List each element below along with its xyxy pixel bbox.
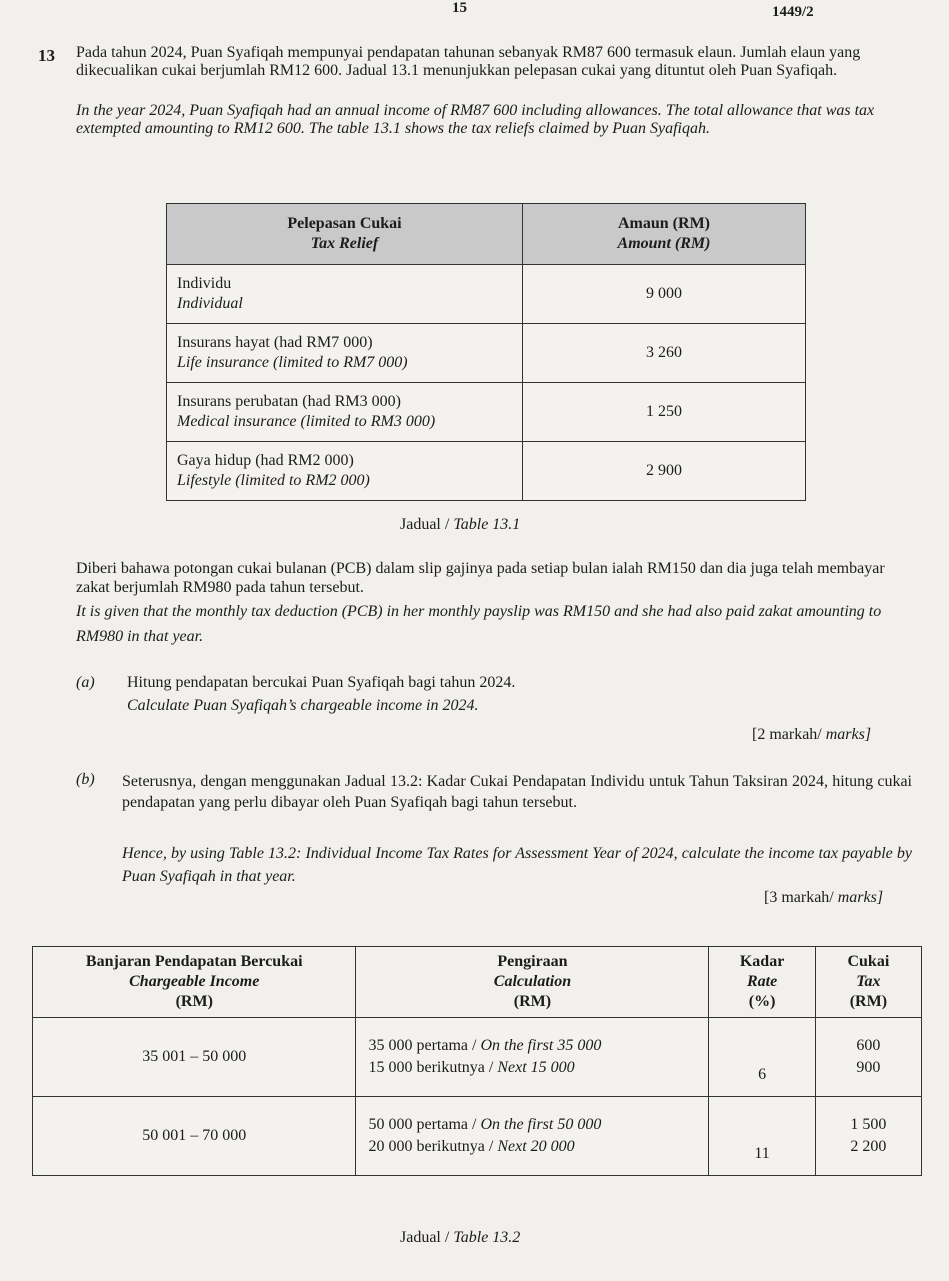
table-row <box>167 324 806 383</box>
relief-header-malay: Pelepasan Cukai <box>287 215 402 232</box>
table-row <box>167 383 806 442</box>
paper-code: 1449/2 <box>772 4 814 20</box>
given-text-malay: Diberi bahawa potongan cukai bulanan (PCB) dalam slip gajinya pada setiap bulan ialah RM150 dan dia juga telah membayar zakat berjumlah RM980 pada tahun tersebut. <box>76 560 885 596</box>
calc-line-english: On the first 35 000 <box>480 1037 602 1054</box>
tax-header-english: Tax <box>856 973 881 990</box>
relief-name-english: Lifestyle (limited to RM2 000) <box>177 472 370 489</box>
relief-name-malay: Individu <box>177 275 232 292</box>
tax-line-1: 600 <box>856 1037 881 1054</box>
calculation <box>356 1018 709 1097</box>
relief-name-malay: Insurans perubatan (had RM3 000) <box>177 393 401 410</box>
table-row <box>167 442 806 501</box>
relief-name <box>167 442 523 501</box>
rate-header-english: Rate <box>746 973 778 990</box>
question-number: 13 <box>38 46 55 65</box>
question-text-english: In the year 2024, Puan Syafiqah had an annual income of RM87 600 including allowances. The total allowance that was tax extempted amounting to RM12 600. The table 13.1 shows the tax reliefs claimed by Puan Syafiqah. <box>76 102 875 137</box>
tax-header <box>815 947 921 1018</box>
relief-amount: 2 900 <box>523 442 806 501</box>
table-header-row <box>33 947 922 1018</box>
calc-line-2 <box>368 1136 700 1158</box>
relief-amount: 1 250 <box>523 383 806 442</box>
part-a-marks-english: marks] <box>825 726 872 743</box>
calculation <box>356 1097 709 1176</box>
table1-caption-malay: Jadual <box>400 516 441 533</box>
calc-header-unit: (RM) <box>513 993 552 1010</box>
part-b-label: (b) <box>76 771 95 788</box>
part-a-text-malay: Hitung pendapatan bercukai Puan Syafiqah bagi tahun 2024. <box>127 674 516 691</box>
table2-caption: Jadual / Table 13.2 <box>400 1229 521 1246</box>
given-text-english: It is given that the monthly tax deduction (PCB) in her monthly payslip was RM150 and she had also paid zakat amounting to RM980 in that year. <box>76 603 882 645</box>
income-range: 50 001 – 70 000 <box>33 1097 356 1176</box>
table2-caption-malay: Jadual <box>400 1229 441 1246</box>
income-tax-rate-table <box>32 946 922 1176</box>
tax-amount <box>815 1018 921 1097</box>
tax-line-2: 2 200 <box>850 1138 887 1155</box>
amount-header-english: Amount (RM) <box>617 235 711 252</box>
calc-header-english: Calculation <box>493 973 572 990</box>
rate-header-malay: Kadar <box>739 953 785 970</box>
calc-line-2 <box>368 1057 700 1079</box>
part-b-marks <box>764 889 883 907</box>
calc-line-1 <box>368 1114 700 1136</box>
table-row <box>167 265 806 324</box>
calc-line-1 <box>368 1035 700 1057</box>
table-row <box>33 1018 922 1097</box>
tax-amount <box>815 1097 921 1176</box>
income-header-malay: Banjaran Pendapatan Bercukai <box>85 953 303 970</box>
calc-line-english: On the first 50 000 <box>480 1116 602 1133</box>
relief-name-english: Individual <box>177 295 243 312</box>
relief-amount: 9 000 <box>523 265 806 324</box>
part-b-text-english: Hence, by using Table 13.2: Individual Income Tax Rates for Assessment Year of 2024, calculate the income tax payable by Puan Syafiqah in that year. <box>122 845 912 885</box>
relief-name-malay: Insurans hayat (had RM7 000) <box>177 334 373 351</box>
income-range: 35 001 – 50 000 <box>33 1018 356 1097</box>
relief-name <box>167 324 523 383</box>
tax-header-malay: Cukai <box>847 953 890 970</box>
relief-header-english: Tax Relief <box>310 235 379 252</box>
relief-header <box>167 204 523 265</box>
part-b-text-malay: Seterusnya, dengan menggunakan Jadual 13.2: Kadar Cukai Pendapatan Individu untuk Tahun Taksiran 2024, hitung cukai pendapatan yang perlu dibayar oleh Puan Syafiqah bagi tahun tersebut. <box>122 773 912 811</box>
tax-relief-table <box>166 203 806 501</box>
table-header-row <box>167 204 806 265</box>
calc-line-malay: 15 000 berikutnya / <box>368 1059 494 1076</box>
income-header-unit: (RM) <box>175 993 213 1010</box>
calc-line-english: Next 15 000 <box>497 1059 575 1076</box>
tax-header-unit: (RM) <box>849 993 888 1010</box>
income-header-english: Chargeable Income <box>129 973 260 990</box>
page-number: 15 <box>452 0 467 16</box>
part-b-marks-malay: [3 markah/ <box>764 889 834 906</box>
tax-rate: 11 <box>709 1097 815 1176</box>
relief-name <box>167 265 523 324</box>
amount-header-malay: Amaun (RM) <box>618 215 710 232</box>
part-a-text-english: Calculate Puan Syafiqah’s chargeable income in 2024. <box>127 697 479 714</box>
relief-name <box>167 383 523 442</box>
table1-caption: Jadual / Table 13.1 <box>400 516 521 533</box>
calc-line-english: Next 20 000 <box>497 1138 575 1155</box>
part-b-marks-english: marks] <box>837 889 884 906</box>
calc-header-malay: Pengiraan <box>497 953 568 970</box>
rate-header <box>709 947 815 1018</box>
table2-caption-english: Table 13.2 <box>453 1229 521 1246</box>
rate-header-unit: (%) <box>748 993 776 1010</box>
tax-line-2: 900 <box>856 1059 881 1076</box>
question-text-malay: Pada tahun 2024, Puan Syafiqah mempunyai pendapatan tahunan sebanyak RM87 600 termasuk elaun. Jumlah elaun yang dikecualikan cukai berjumlah RM12 600. Jadual 13.1 menunjukkan pelepasan cukai yang dituntut oleh Puan Syafiqah. <box>76 44 861 79</box>
calc-line-malay: 50 000 pertama / <box>368 1116 477 1133</box>
tax-line-1: 1 500 <box>850 1116 887 1133</box>
part-a-marks-malay: [2 markah/ <box>752 726 822 743</box>
table1-caption-english: Table 13.1 <box>453 516 521 533</box>
table-row <box>33 1097 922 1176</box>
calc-line-malay: 35 000 pertama / <box>368 1037 477 1054</box>
relief-name-english: Life insurance (limited to RM7 000) <box>177 354 408 371</box>
calculation-header <box>356 947 709 1018</box>
income-range-header <box>33 947 356 1018</box>
amount-header <box>523 204 806 265</box>
tax-rate: 6 <box>709 1018 815 1097</box>
calc-line-malay: 20 000 berikutnya / <box>368 1138 494 1155</box>
part-a-marks <box>752 726 871 744</box>
relief-name-malay: Gaya hidup (had RM2 000) <box>177 452 354 469</box>
part-a-label: (a) <box>76 674 95 691</box>
relief-amount: 3 260 <box>523 324 806 383</box>
relief-name-english: Medical insurance (limited to RM3 000) <box>177 413 436 430</box>
